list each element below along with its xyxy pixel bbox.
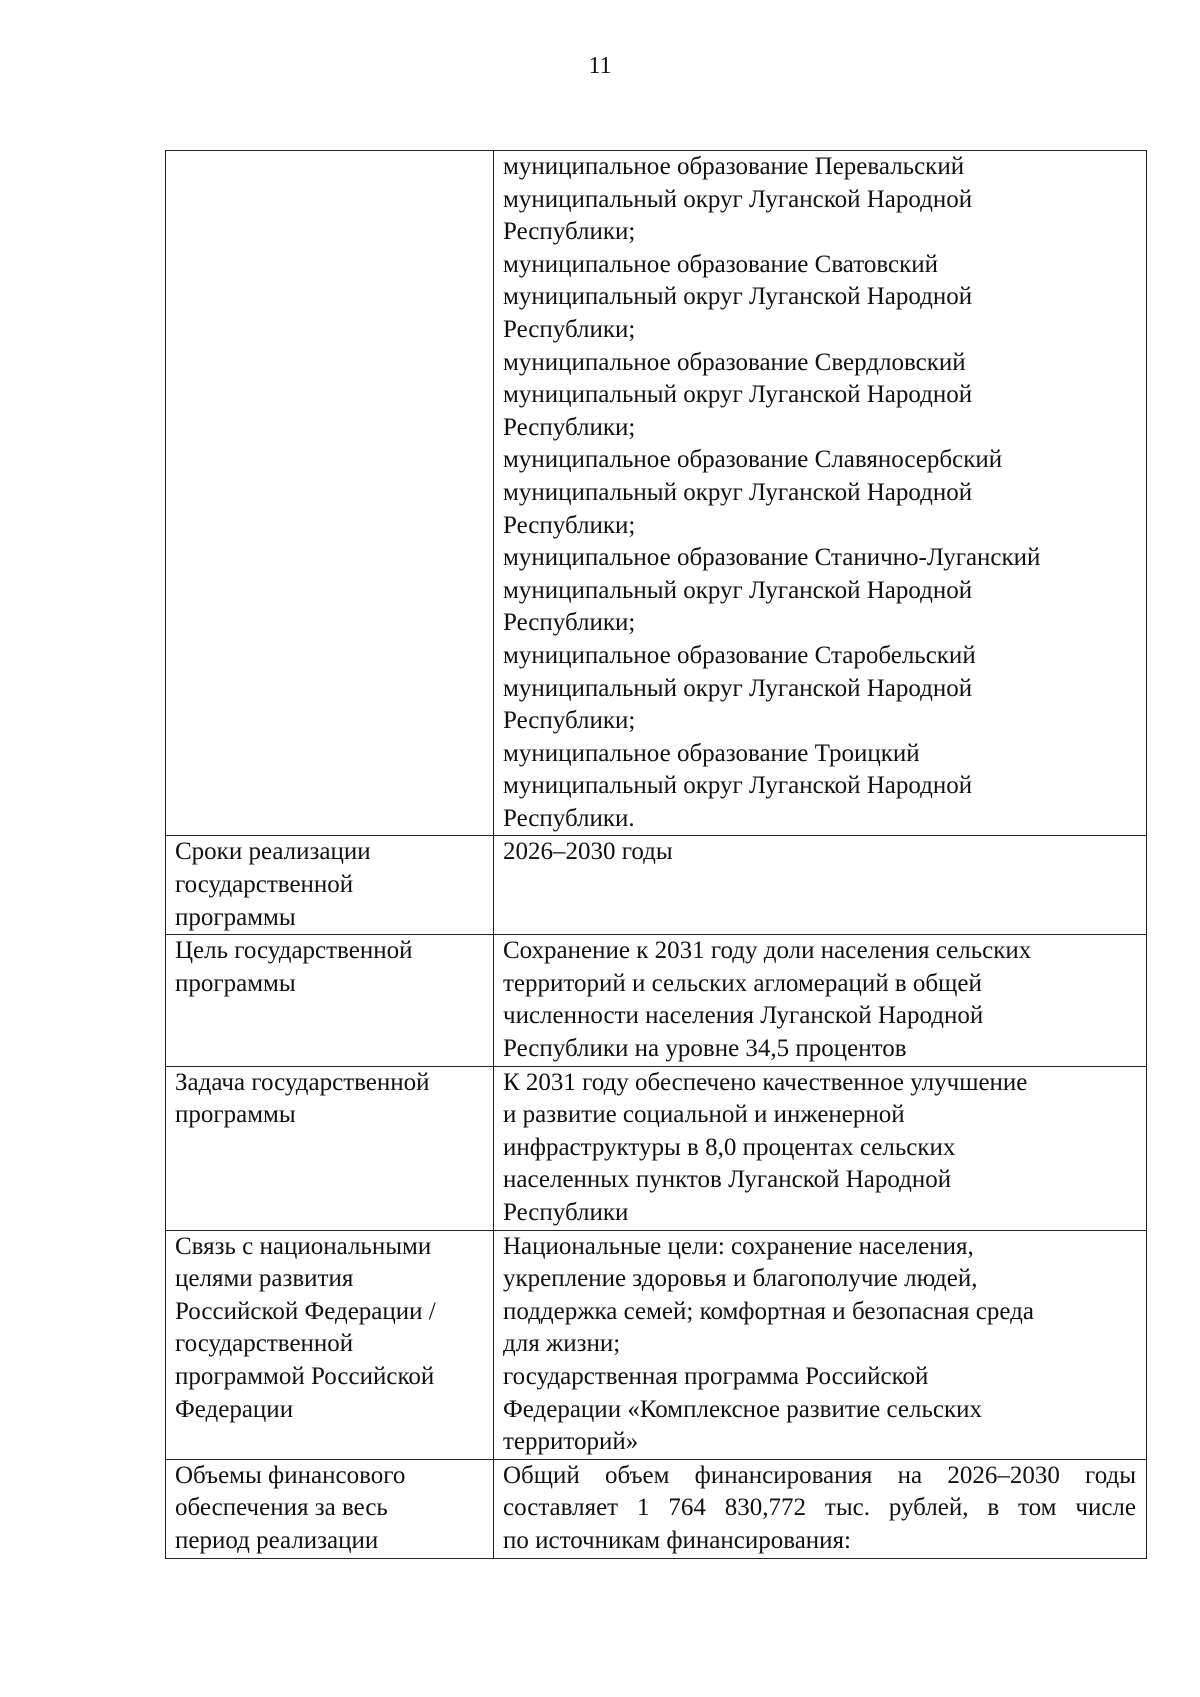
value-line: Республики; [503, 707, 636, 735]
row-value-cell [494, 935, 1147, 1066]
value-line: муниципальное образование Перевальский [503, 153, 965, 180]
value-line: муниципальный округ Луганской Народной [503, 381, 973, 409]
value-line: муниципальный округ Луганской Народной [503, 478, 973, 506]
value-line: К 2031 году обеспечено качественное улучшение [503, 1068, 1028, 1096]
label-line: программой Российской [175, 1362, 435, 1390]
value-line: Федерации «Комплексное развитие сельских [503, 1395, 982, 1423]
value-line: Республики; [503, 315, 636, 343]
label-line: обеспечения за весь [175, 1494, 388, 1522]
value-line: инфраструктуры в 8,0 процентах сельских [503, 1133, 956, 1161]
value-line: Республики. [503, 804, 635, 832]
row-label-cell [166, 836, 494, 935]
value-line: территорий и сельских агломераций в общей [503, 969, 982, 997]
label-line: целями развития [175, 1265, 354, 1293]
table-row-implementation-period [166, 836, 1147, 935]
value-line: муниципальное образование Станично-Луганский [503, 544, 1041, 572]
value-line: муниципальный округ Луганской Народной [503, 674, 973, 702]
table-row-program-task [166, 1066, 1147, 1230]
value-line: Республики; [503, 609, 636, 637]
label-line: программы [175, 903, 296, 931]
value-line: муниципальный округ Луганской Народной [503, 283, 973, 311]
value-line: населенных пунктов Луганской Народной [503, 1166, 952, 1194]
value-line: Республики; [503, 511, 636, 539]
table-row-national-goals-link [166, 1230, 1147, 1459]
table-row-financing-volume [166, 1459, 1147, 1558]
label-line: Федерации [175, 1395, 294, 1423]
value-line: муниципальное образование Старобельский [503, 641, 976, 669]
label-line: программы [175, 969, 296, 997]
row-value-cell [494, 1230, 1147, 1459]
value-line: поддержка семей; комфортная и безопасная среда [503, 1297, 1034, 1325]
value-line: Республики [503, 1199, 629, 1226]
value-line: составляет 1 764 830,772 тыс. рублей, в том числе [503, 1494, 1136, 1522]
value-line: укрепление здоровья и благополучие людей, [503, 1265, 978, 1293]
value-line: Сохранение к 2031 году доли населения сельских [503, 937, 1032, 965]
label-line: Задача государственной [175, 1068, 430, 1096]
row-label-cell [166, 151, 494, 836]
page-number: 11 [588, 53, 612, 79]
row-label-cell [166, 935, 494, 1066]
value-line: Республики; [503, 218, 636, 246]
value-line: муниципальный округ Луганской Народной [503, 576, 973, 604]
table-row-program-goal [166, 935, 1147, 1066]
value-line: государственная программа Российской [503, 1362, 929, 1390]
value-line: Общий объем финансирования на 2026–2030 годы [503, 1461, 1136, 1489]
value-line: и развитие социальной и инженерной [503, 1101, 905, 1129]
value-line: для жизни; [503, 1330, 621, 1358]
program-passport-table [165, 150, 1147, 1559]
label-line: Объемы финансового [175, 1461, 406, 1489]
row-value-cell [494, 1066, 1147, 1230]
label-line: Сроки реализации [175, 838, 371, 866]
value-line: Республики; [503, 413, 636, 441]
label-line: Российской Федерации / [175, 1297, 436, 1325]
label-line: государственной [175, 1330, 354, 1358]
value-line: муниципальное образование Славяносербский [503, 446, 1003, 474]
value-line: муниципальное образование Свердловский [503, 348, 966, 376]
label-line: период реализации [175, 1526, 379, 1554]
value-line: территорий» [503, 1428, 639, 1456]
row-value-cell [494, 151, 1147, 836]
label-line: Цель государственной [175, 937, 413, 965]
value-line: по источникам финансирования: [503, 1526, 851, 1554]
row-label-cell [166, 1459, 494, 1558]
value-line: 2026–2030 годы [503, 838, 673, 866]
label-line: государственной [175, 871, 354, 899]
value-line: численности населения Луганской Народной [503, 1002, 984, 1030]
row-value-cell [494, 1459, 1147, 1558]
value-line: Республики на уровне 34,5 процентов [503, 1035, 907, 1063]
row-value-cell [494, 836, 1147, 935]
value-line: муниципальное образование Троицкий [503, 739, 920, 767]
value-line: муниципальный округ Луганской Народной [503, 772, 973, 800]
value-line: муниципальное образование Сватовский [503, 250, 939, 278]
value-line: муниципальный округ Луганской Народной [503, 185, 973, 213]
row-label-cell [166, 1230, 494, 1459]
value-line: Национальные цели: сохранение населения, [503, 1232, 974, 1260]
table-row-municipalities [166, 151, 1147, 836]
label-line: Связь с национальными [175, 1232, 432, 1260]
row-label-cell [166, 1066, 494, 1230]
label-line: программы [175, 1101, 296, 1129]
